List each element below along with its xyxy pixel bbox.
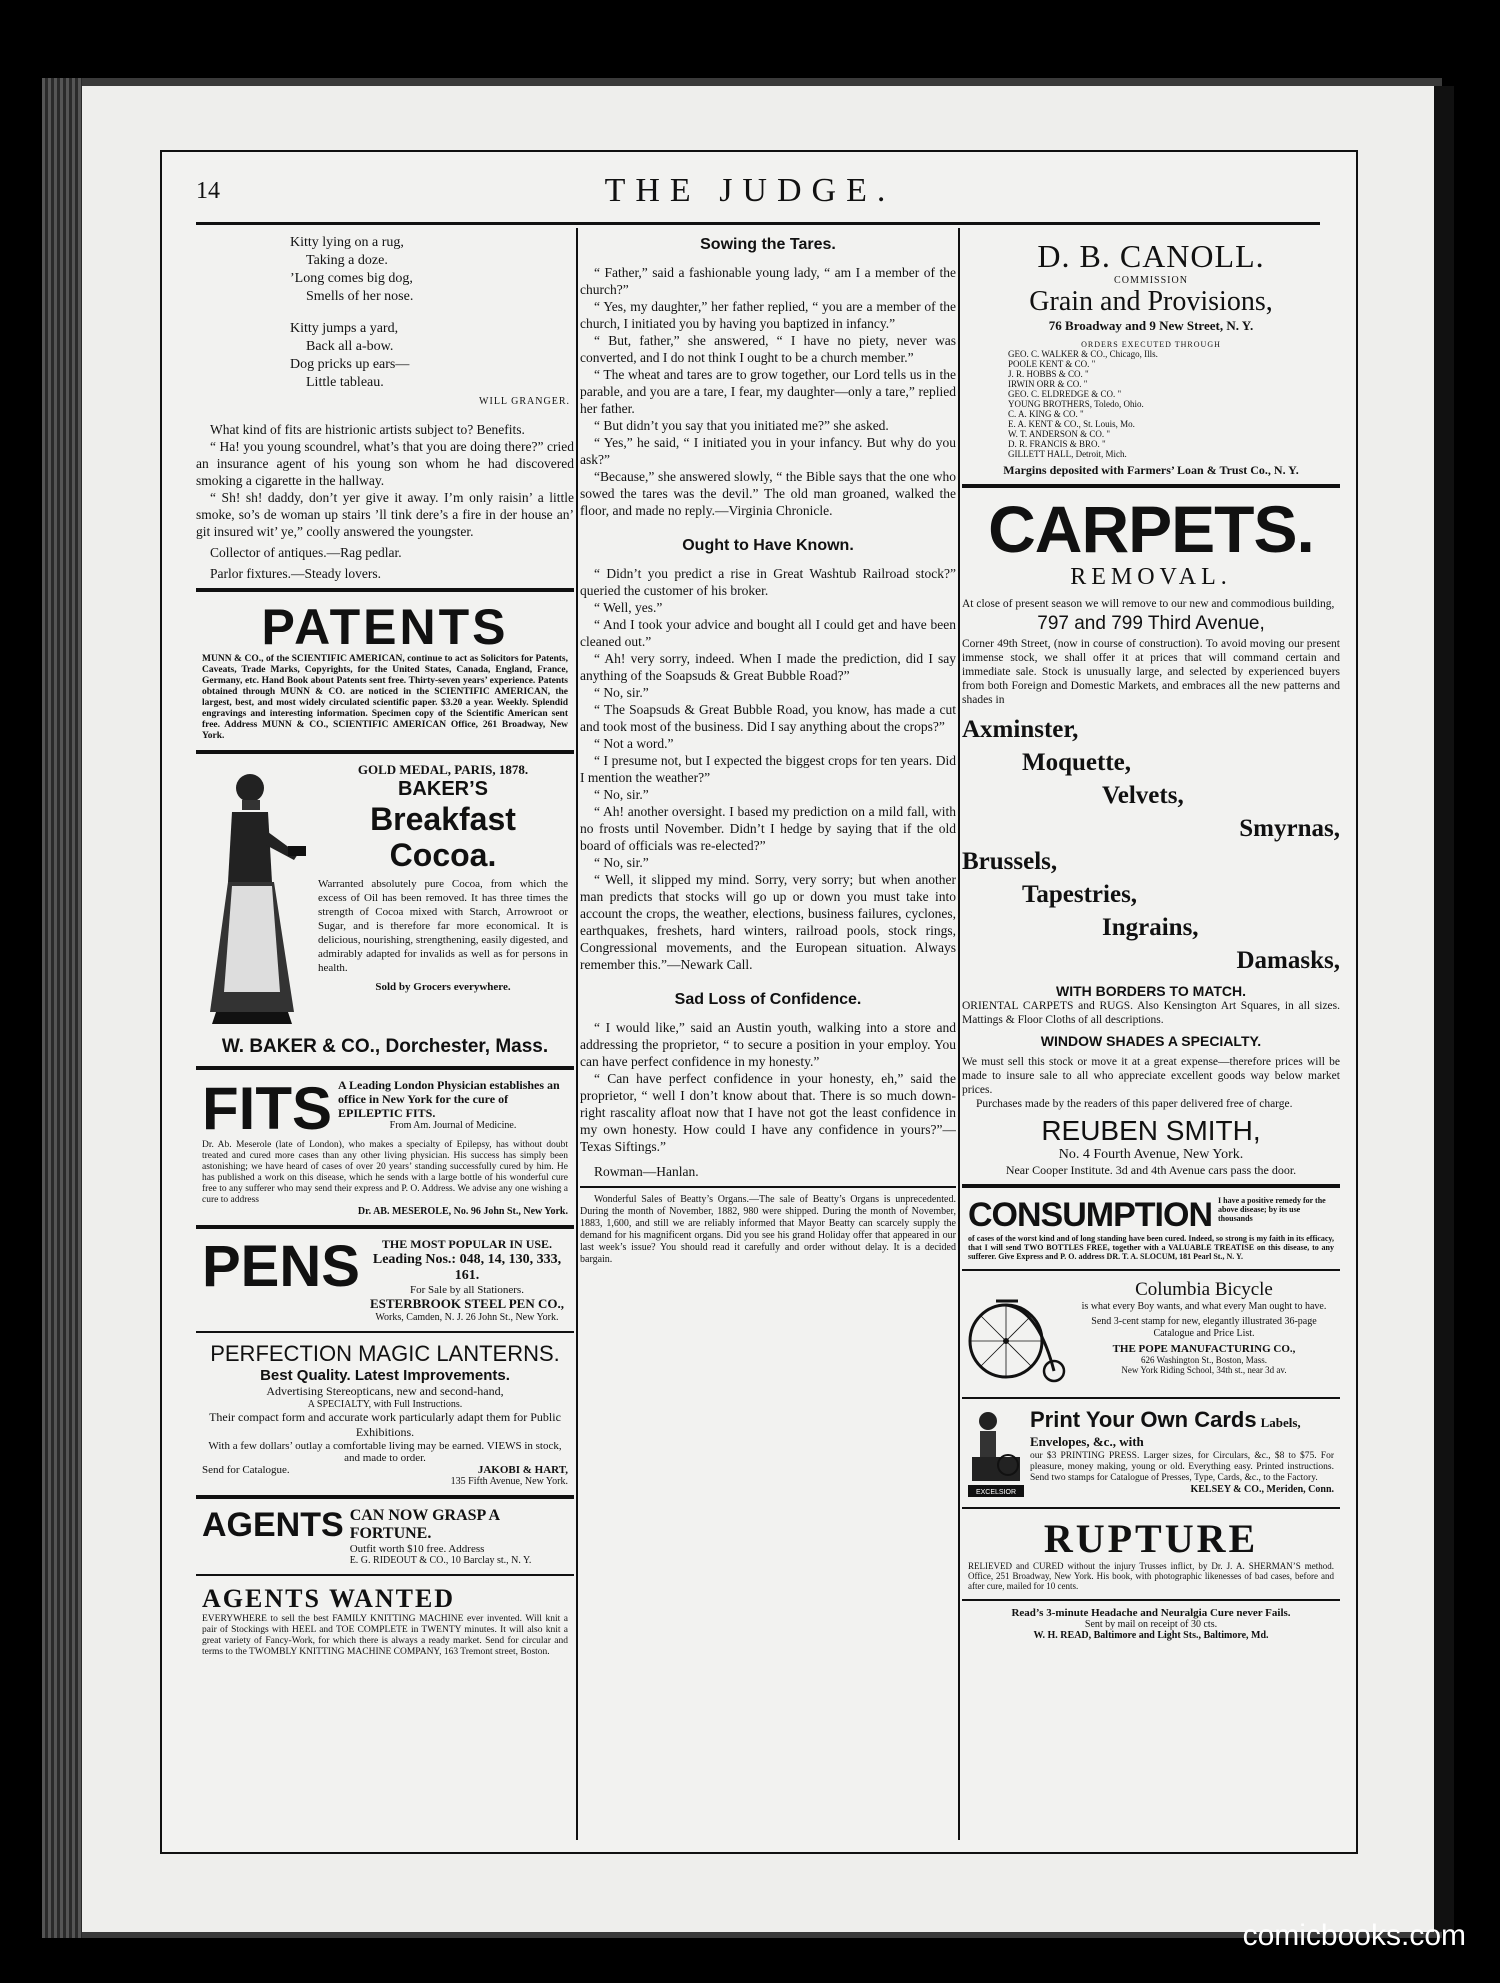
watermark: comicbooks.com	[1242, 1919, 1466, 1952]
poem-line: Little tableau.	[306, 375, 384, 390]
story-paragraph: “ I would like,” said an Austin youth, walking into a store and addressing the proprietor, “ to secure a position in your employ. You can have perfect confidence in my honesty.”	[580, 1020, 956, 1069]
lanterns-sub: Best Quality. Latest Improvements.	[260, 1367, 510, 1384]
cocoa-sold: Sold by Grocers everywhere.	[375, 981, 511, 993]
column-divider	[576, 228, 578, 1840]
carpets-p4: Purchases made by the readers of this paper delivered free of charge.	[976, 1098, 1293, 1110]
firm: IRWIN ORR & CO. "	[1008, 379, 1088, 389]
bicycle-title: Columbia Bicycle	[1135, 1279, 1273, 1300]
poem-line: Dog pricks up ears—	[290, 357, 410, 372]
book-spine	[42, 78, 82, 1938]
section-rule	[196, 1574, 574, 1576]
joke-paragraph: Parlor fixtures.—Steady lovers.	[210, 566, 381, 581]
bicycle-address: 626 Washington St., Boston, Mass.	[1140, 1355, 1268, 1365]
section-rule	[962, 1269, 1340, 1271]
rupture-ad	[962, 1515, 1340, 1593]
section-rule	[962, 1397, 1340, 1399]
poem-line: Kitty lying on a rug,	[290, 235, 404, 250]
agents-line1: CAN NOW GRASP A FORTUNE.	[349, 1507, 500, 1542]
next-page-edge	[1434, 86, 1454, 1932]
story-paragraph: “ Didn’t you predict a rise in Great Washtub Railroad stock?” queried the customer of his broker.	[580, 566, 956, 598]
bicycle-maker: THE POPE MANUFACTURING CO.,	[1112, 1343, 1296, 1355]
carpets-ad	[962, 494, 1340, 1178]
poem-line: Back all a-bow.	[306, 339, 394, 354]
bicycle-address: New York Riding School, 34th st., near 3d av.	[1121, 1365, 1287, 1375]
carpet-kind: Ingrains,	[1102, 914, 1199, 941]
joke-paragraph: What kind of fits are histrionic artists subject to? Benefits.	[210, 422, 525, 437]
carpet-kind: Velvets,	[1102, 782, 1184, 809]
cocoa-body: Warranted absolutely pure Cocoa, from which the excess of Oil has been removed. It has three times the strength of Cocoa mixed with Starch, Arrowroot or Sugar, and is therefore far more economical. It is delicious, nourishing, strengthening, easily digested, and admirably adapted for invalids as well as for persons in health.	[318, 878, 568, 974]
agents-line3: E. G. RIDEOUT & CO., 10 Barclay st., N. Y.	[349, 1555, 532, 1566]
canoll-margins: Margins deposited with Farmers’ Loan & Trust Co., N. Y.	[1003, 463, 1299, 477]
bicycle-line2: Send 3-cent stamp for new, elegantly illustrated 36-page Catalogue and Price List.	[1091, 1316, 1317, 1339]
carpet-kind: Tapestries,	[1022, 881, 1138, 908]
firm: POOLE KENT & CO. "	[1008, 359, 1096, 369]
pens-works: Works, Camden, N. J. 26 John St., New York.	[375, 1312, 559, 1323]
section-rule	[196, 1495, 574, 1499]
poem-line: Taking a doze.	[306, 253, 388, 268]
agents-wanted-title: AGENTS WANTED	[202, 1584, 456, 1613]
cocoa-brand: BAKER’S	[397, 778, 488, 800]
fits-title: FITS	[202, 1075, 332, 1142]
carpets-p1: At close of present season we will remove to our new and commodious building,	[962, 598, 1335, 610]
section-rule	[196, 588, 574, 592]
canoll-address: 76 Broadway and 9 New Street, N. Y.	[1048, 318, 1254, 333]
story-paragraph: “ No, sir.”	[594, 685, 649, 700]
carpet-kind: Moquette,	[1022, 749, 1131, 776]
story-paragraph: “ No, sir.”	[594, 787, 649, 802]
story-paragraph: “ And I took your advice and bought all I could get and have been cleaned out.”	[580, 617, 956, 649]
joke-paragraph: “ Ha! you young scoundrel, what’s that you are doing there?” cried an insurance agent of his young son whom he had discovered smoking a cigarette in the hallway.	[196, 439, 574, 488]
lanterns-line: Advertising Stereopticans, new and second-hand,	[266, 1384, 504, 1398]
poem	[196, 234, 574, 392]
carpets-near: Near Cooper Institute. 3d and 4th Avenue cars pass the door.	[1005, 1163, 1297, 1177]
carpet-kind: Damasks,	[1236, 947, 1340, 974]
bicycle-ad	[962, 1277, 1340, 1391]
printing-press-illustration	[968, 1407, 1024, 1499]
lanterns-title: PERFECTION MAGIC LANTERNS.	[210, 1341, 560, 1366]
cocoa-medal: GOLD MEDAL, PARIS, 1878.	[357, 762, 529, 777]
masthead-title: THE JUDGE.	[604, 172, 896, 209]
rupture-body: RELIEVED and CURED without the injury Trusses inflict, by Dr. J. A. SHERMAN’S method. Office, 251 Broadway, New York. His book, with photographic likenesses of bad cases, before and after cure, mailed for 10 cents.	[968, 1561, 1334, 1591]
consumption-title: CONSUMPTION	[968, 1196, 1212, 1234]
cocoa-ad	[196, 760, 574, 1060]
story-heading: Ought to Have Known.	[682, 537, 854, 554]
poem-line: Kitty jumps a yard,	[290, 321, 399, 336]
fits-ad	[196, 1076, 574, 1219]
pens-maker: ESTERBROOK STEEL PEN CO.,	[369, 1296, 564, 1311]
canoll-sub: COMMISSION	[1114, 275, 1188, 286]
patents-title: PATENTS	[261, 599, 509, 655]
poem-signature: WILL GRANGER.	[479, 396, 570, 407]
story-heading: Sad Loss of Confidence.	[674, 991, 862, 1008]
section-rule	[962, 1507, 1340, 1509]
story-paragraph: “ Ah! another oversight. I based my prediction on a mild fall, with no frosts until November. Didn’t I hedge by saying that if the old board of officials was re-elected?”	[580, 804, 956, 853]
woman-illustration	[202, 762, 312, 1032]
lanterns-line: Their compact form and accurate work particularly adapt them for Public Exhibitions.	[209, 1410, 561, 1439]
rupture-title: RUPTURE	[1043, 1516, 1259, 1561]
story-paragraph: “Because,” she answered slowly, “ the Bible says that the one who sowed the tares was the devil.” The old man groaned, walked the floor, and made no reply.—Virginia Chronicle.	[580, 469, 956, 518]
story-paragraph: “ But, father,” she answered, “ I have no piety, never was converted, and I do not think I ought to be a church member.”	[580, 333, 956, 365]
story-paragraph: “ Not a word.”	[594, 736, 674, 751]
consumption-ad	[962, 1194, 1340, 1263]
carpets-removal: REMOVAL.	[1070, 564, 1232, 590]
carpets-p2: Corner 49th Street, (now in course of construction). To avoid moving our present immense stock, we shall offer it at prices that will command certain and immediate sale. Stock is unusually large, and selected by experienced buyers from both Foreign and Domestic Markets, and embraces all the new patterns and shades in	[962, 638, 1340, 706]
header-rule	[196, 222, 1320, 225]
section-rule	[196, 750, 574, 754]
pens-ad	[196, 1235, 574, 1325]
story-paragraph: “ Yes,” he said, “ I initiated you in your infancy. But why do you ask?”	[580, 435, 956, 467]
lanterns-ad	[196, 1339, 574, 1489]
lanterns-line: With a few dollars’ outlay a comfortable living may be earned. VIEWS in stock, and made to order.	[208, 1440, 562, 1464]
section-rule	[580, 1186, 956, 1188]
story-paragraph: “ Father,” said a fashionable young lady, “ am I a member of the church?”	[580, 265, 956, 297]
carpets-address: 797 and 799 Third Avenue,	[1037, 613, 1265, 634]
press-label: EXCELSIOR	[975, 1489, 1017, 1496]
carpet-kinds	[962, 713, 1340, 977]
print-cards-body: our $3 PRINTING PRESS. Larger sizes, for Circulars, &c., $8 to $75. For pleasure, money making, young or old. Everything easy. Printed instructions. Send two stamps for Catalogue of Presses, Type, Cards, &c., to the Factory.	[1030, 1451, 1334, 1483]
carpets-oriental: ORIENTAL CARPETS and RUGS. Also Kensington Art Squares, in all sizes. Mattings & Floor Cloths of all descriptions.	[962, 1000, 1340, 1026]
canoll-firms	[962, 349, 1340, 459]
fits-source: From Am. Journal of Medicine.	[389, 1120, 517, 1131]
carpets-owner-address: No. 4 Fourth Avenue, New York.	[1058, 1147, 1244, 1162]
fits-body: Dr. Ab. Meserole (late of London), who makes a specialty of Epilepsy, has without doubt treated and cured more cases than any other living physician. His success has simply been astonishing; we have heard of cases of over 20 years’ standing successfully cured by him. He has published a work on this disease, which he sends with a large bottle of his wonderful cure free to any sufferer who may send their express and P. O. Address. We advise any one wishing a cure to address	[202, 1140, 568, 1205]
firm: J. R. HOBBS & CO. "	[1008, 369, 1089, 379]
poem-line: ’Long comes big dog,	[290, 271, 413, 286]
read-ad	[962, 1607, 1340, 1641]
patents-body: MUNN & CO., of the SCIENTIFIC AMERICAN, continue to act as Solicitors for Patents, Caveats, Trade Marks, Copyrights, for the United States, Canada, England, France, Germany, etc. Hand Book about Patents sent free. Thirty-seven years’ experience. Patents obtained through MUNN & CO. are noticed in the SCIENTIFIC AMERICAN, the largest, best, and most widely circulated scientific paper. $3.20 a year. Weekly. Splendid engravings and interesting information. Specimen copy of the Scientific American sent free. Address MUNN & CO., SCIENTIFIC AMERICAN Office, 261 Broadway, New York.	[202, 654, 568, 741]
consumption-body: of cases of the worst kind and of long standing have been cured. Indeed, so strong is my faith in its efficacy, that I will send TWO BOTTLES FREE, together with a VALUABLE TREATISE on this disease, to any sufferer. Give Express and P. O. address DR. T. A. SLOCUM, 181 Pearl St., N. Y.	[968, 1234, 1334, 1261]
high-wheel-bicycle-illustration	[968, 1279, 1068, 1389]
story-heading: Sowing the Tares.	[700, 236, 836, 253]
cocoa-maker: W. BAKER & CO., Dorchester, Mass.	[221, 1036, 549, 1057]
column-middle	[580, 228, 956, 1840]
lanterns-maker: JAKOBI & HART,	[477, 1464, 568, 1476]
pens-line1: THE MOST POPULAR IN USE.	[381, 1237, 553, 1251]
firm: W. T. ANDERSON & CO. "	[1008, 429, 1111, 439]
pens-line2: Leading Nos.: 048, 14, 130, 333, 161.	[372, 1252, 562, 1283]
pens-title: PENS	[202, 1234, 360, 1299]
section-rule	[196, 1066, 574, 1070]
story-paragraph: “ Can have perfect confidence in your honesty, eh,” said the proprietor, “ well I don’t know about that. There is so much down-right rascality afloat now that I have not got the least confidence in my own honesty. How could I have any confidence in yours?”—Texas Siftings.”	[580, 1071, 956, 1154]
story-paragraph: “ The Soapsuds & Great Bubble Road, you know, has made a cut and took most of the business. Did I say anything about the crops?”	[580, 702, 956, 734]
story-paragraph: “ But didn’t you say that you initiated me?” she asked.	[594, 418, 889, 433]
agents-wanted-ad	[196, 1582, 574, 1660]
consumption-side: I have a positive remedy for the above disease; by its use thousands	[1218, 1196, 1326, 1223]
firm: GEO. C. ELDREDGE & CO. "	[1008, 389, 1122, 399]
column-left	[196, 228, 574, 1840]
fits-lead: A Leading London Physician establishes an office in New York for the cure of EPILEPTIC FITS.	[338, 1078, 560, 1120]
canoll-title: Grain and Provisions,	[1029, 286, 1273, 317]
carpets-p3: We must sell this stock or move it at a great expense—therefore prices will be made to insure sale to all who appreciate excellent goods way below market prices.	[962, 1056, 1340, 1096]
joke-paragraph: Collector of antiques.—Rag pedlar.	[210, 545, 402, 560]
section-rule	[962, 1184, 1340, 1188]
canoll-orders: ORDERS EXECUTED THROUGH	[1081, 340, 1221, 349]
section-rule	[962, 1599, 1340, 1601]
firm: YOUNG BROTHERS, Toledo, Ohio.	[1008, 399, 1144, 409]
carpets-shades: WINDOW SHADES A SPECIALTY.	[1040, 1033, 1262, 1049]
joke-paragraph: “ Sh! sh! daddy, don’t yer give it away. I’m only raisin’ a little smoke, so’s de woman up stairs ’ll tink dere’s a fire in der house an’ git insured wit’ ye,” coolly answered the youngster.	[196, 490, 574, 539]
bicycle-line1: is what every Boy wants, and what every Man ought to have.	[1081, 1301, 1327, 1312]
print-cards-side: Labels, Envelopes, &c., with	[1030, 1415, 1301, 1449]
story-paragraph: “ Well, it slipped my mind. Sorry, very sorry; but when another man predicts that stocks will go up or down you must take into account the crops, the weather, elections, business failures, cyclones, earthquakes, freshets, hard winters, railroad pools, stock rings, Congressional movements, and the European situation. Always remember this.”—Newark Call.	[580, 872, 956, 972]
agents-title: AGENTS	[202, 1506, 344, 1544]
column-divider	[958, 228, 960, 1840]
print-cards-maker: KELSEY & CO., Meriden, Conn.	[1190, 1484, 1334, 1495]
agents-ad	[196, 1505, 574, 1568]
firm: GILLETT HALL, Detroit, Mich.	[1008, 449, 1127, 459]
canoll-ad	[962, 238, 1340, 478]
beatty-notice: Wonderful Sales of Beatty’s Organs.—The sale of Beatty’s Organs is unprecedented. During the month of November, 1882, 980 were shipped. During the month of November, 1883, 1,600, and still we are reliably informed that Mayor Beatty can scarcely supply the demand for his magnificent organs. Did you see his grand Holiday offer that appeared in our last week’s issue? You should read it carefully and order without delay. It is a decided bargain.	[580, 1194, 956, 1265]
read-line2: Sent by mail on receipt of 30 cts.	[1084, 1619, 1218, 1630]
patents-ad	[196, 598, 574, 744]
firm: E. A. KENT & CO., St. Louis, Mo.	[1008, 419, 1135, 429]
lanterns-catalogue: Send for Catalogue.	[202, 1464, 290, 1476]
lanterns-address: 135 Fifth Avenue, New York.	[450, 1476, 568, 1487]
fits-address: Dr. AB. MESEROLE, No. 96 John St., New York.	[357, 1206, 568, 1217]
column-right	[962, 228, 1340, 1840]
lanterns-line: A SPECIALTY, with Full Instructions.	[307, 1399, 463, 1410]
read-line1: Read’s 3-minute Headache and Neuralgia Cure never Fails.	[1011, 1607, 1291, 1619]
firm: C. A. KING & CO. "	[1008, 409, 1084, 419]
pens-line3: For Sale by all Stationers.	[409, 1284, 524, 1296]
firm: D. R. FRANCIS & BRO. "	[1008, 439, 1106, 449]
agents-wanted-body: EVERYWHERE to sell the best FAMILY KNITTING MACHINE ever invented. Will knit a pair of Stockings with HEEL and TOE COMPLETE in TWENTY minutes. It will also knit a great variety of Fancy-Work, for which there is always a ready market. Send for circular and terms to the TWOMBLY KNITTING MACHINE COMPANY, 163 Tremont street, Boston.	[202, 1614, 568, 1657]
print-cards-title: Print Your Own Cards	[1030, 1407, 1257, 1432]
story-paragraph: “ Yes, my daughter,” her father replied, “ you are a member of the church, I initiated you by having you baptized in infancy.”	[580, 299, 956, 331]
story-paragraph: Rowman—Hanlan.	[594, 1164, 699, 1179]
story-paragraph: “ No, sir.”	[594, 855, 649, 870]
carpets-borders: WITH BORDERS TO MATCH.	[1055, 983, 1247, 999]
canoll-name: D. B. CANOLL.	[1037, 238, 1265, 274]
section-rule	[196, 1225, 574, 1229]
carpet-kind: Smyrnas,	[1239, 815, 1340, 842]
cocoa-product: Breakfast Cocoa.	[370, 801, 516, 873]
story-paragraph: “ The wheat and tares are to grow together, our Lord tells us in the parable, and you are a tare, I fear, my daughter—only a tare,” replied her father.	[580, 367, 956, 416]
print-cards-ad	[962, 1405, 1340, 1501]
section-rule	[196, 1331, 574, 1333]
story-paragraph: “ Well, yes.”	[594, 600, 663, 615]
read-line3: W. H. READ, Baltimore and Light Sts., Baltimore, Md.	[1033, 1630, 1269, 1641]
agents-line2: Outfit worth $10 free. Address	[349, 1543, 485, 1555]
poem-line: Smells of her nose.	[306, 289, 414, 304]
page-number: 14	[196, 178, 220, 204]
carpet-kind: Axminster,	[962, 716, 1079, 743]
carpets-title: CARPETS.	[988, 492, 1314, 566]
section-rule	[962, 484, 1340, 488]
carpet-kind: Brussels,	[962, 848, 1058, 875]
story-paragraph: “ I presume not, but I expected the biggest crops for ten years. Did I mention the weather?”	[580, 753, 956, 785]
story-paragraph: “ Ah! very sorry, indeed. When I made the prediction, did I say anything of the Soapsuds & Great Bubble Road?”	[580, 651, 956, 683]
firm: GEO. C. WALKER & CO., Chicago, Ills.	[1008, 349, 1158, 359]
carpets-owner: REUBEN SMITH,	[1041, 1115, 1261, 1146]
